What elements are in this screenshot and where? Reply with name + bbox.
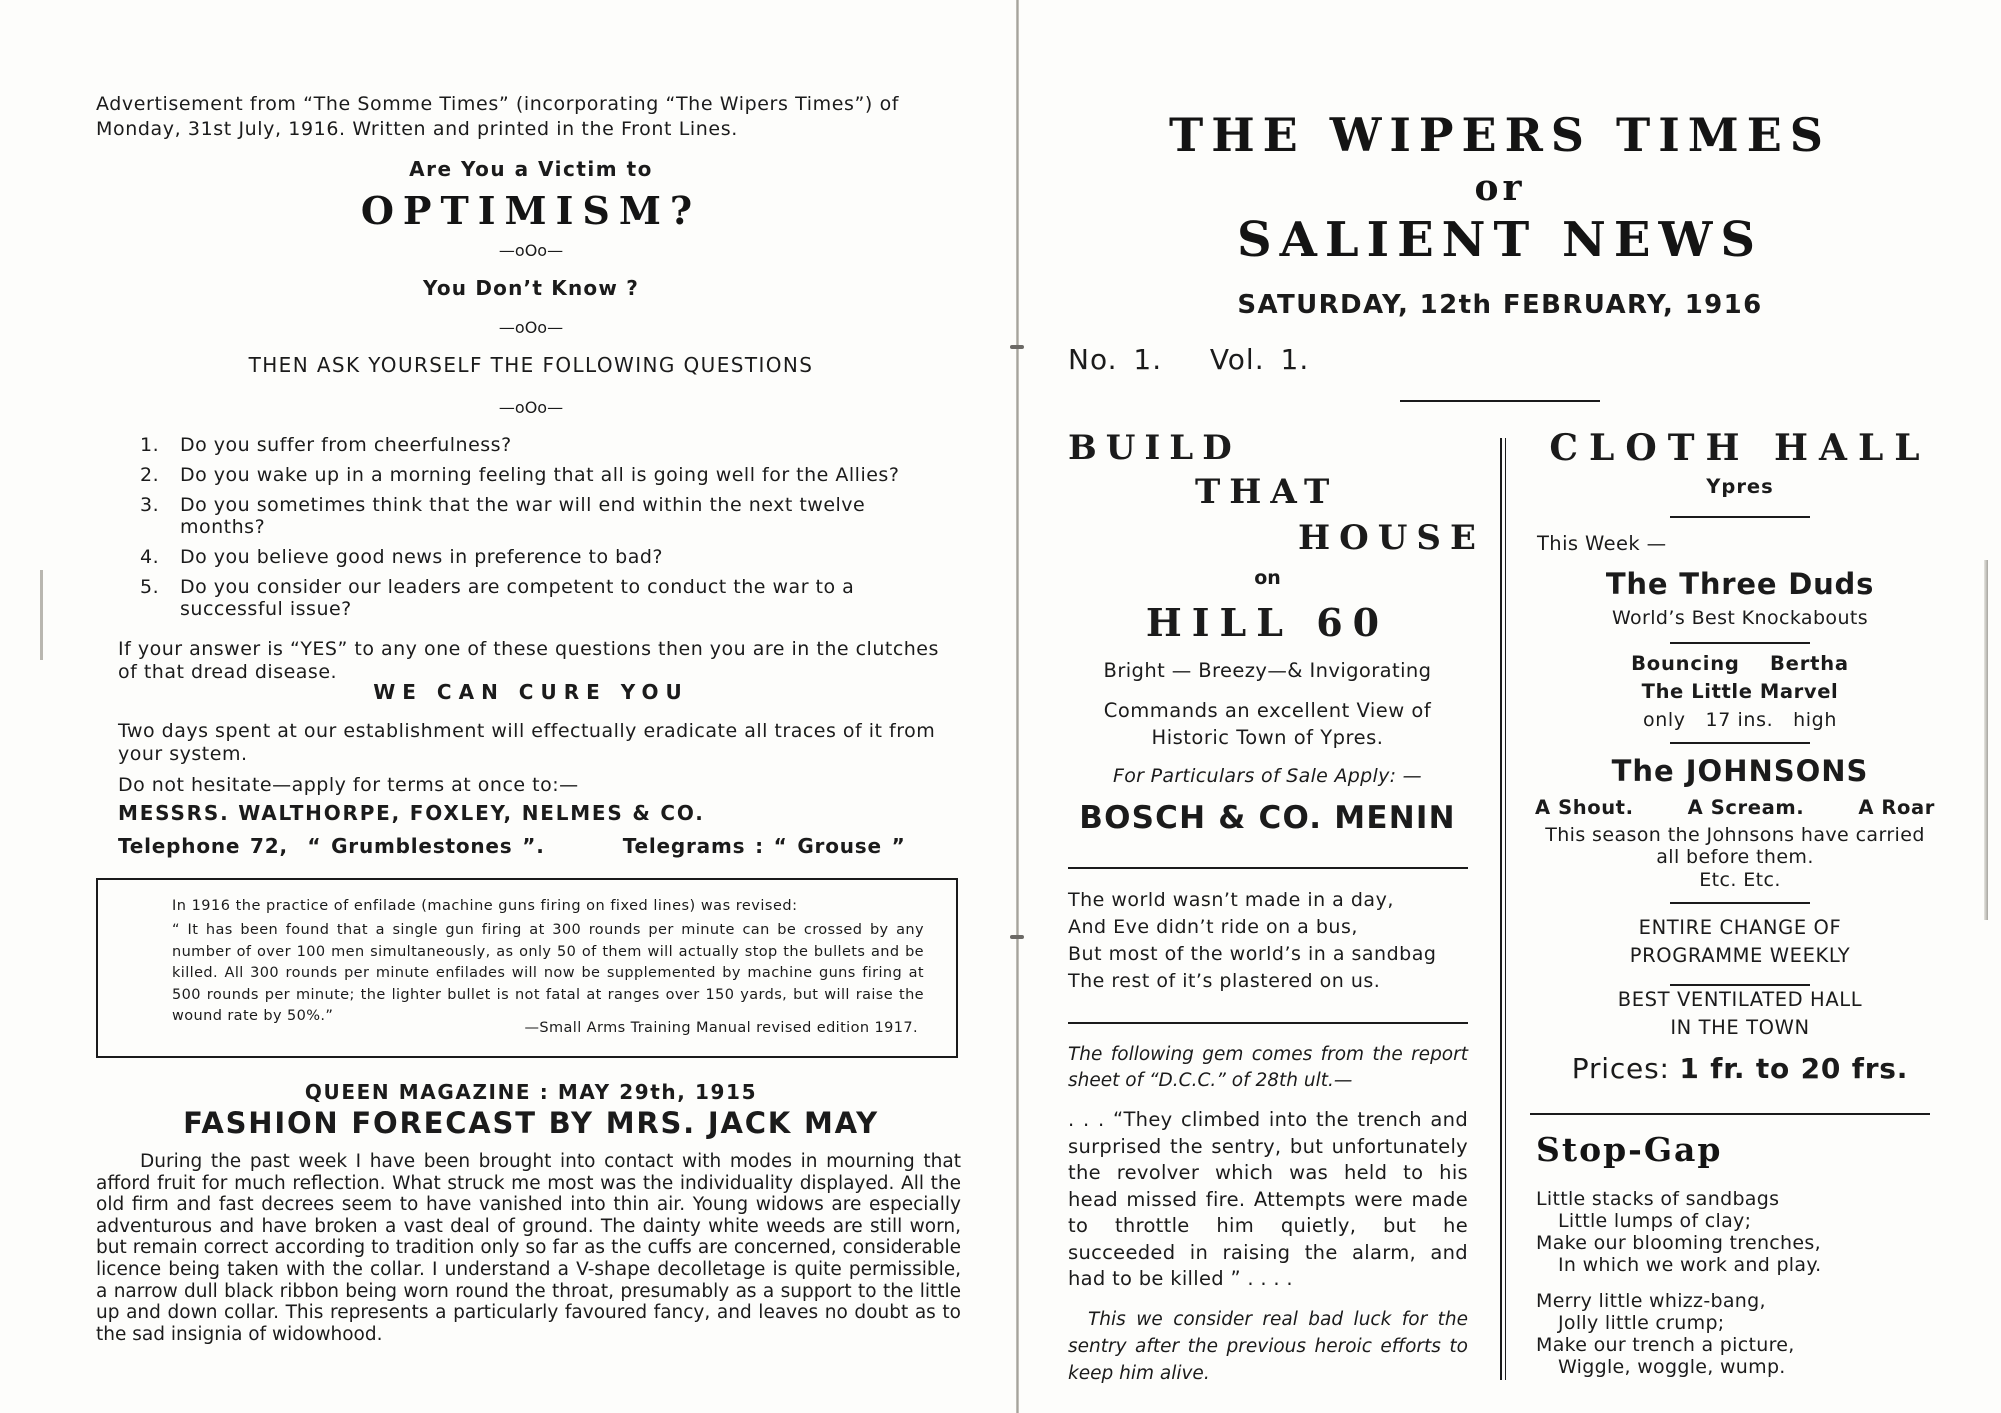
ooo-divider: —oOo—	[498, 318, 564, 337]
divider	[1068, 1022, 1468, 1024]
victim-heading: Are You a Victim to	[409, 157, 653, 181]
divider	[1400, 400, 1600, 402]
that-heading: THAT	[1195, 472, 1339, 512]
advertisement-intro: Advertisement from “The Somme Times” (incorporating “The Wipers Times”) of Monday, 31st July, 1916. Written and printed in the Front Lines.	[96, 93, 900, 140]
divider	[1670, 902, 1810, 904]
world-poem	[1068, 887, 1468, 995]
fashion-body: During the past week I have been brought into contact with modes in mourning that afford fruit for much reflection. What struck me most was the individuality displayed. All the old firm and fast decrees seem to have vanished into thin air. Young widows are especially adventurous and have broken a vast deal of ground. The dainty white weeds are still worn, but remain correct according to tradition only so far as the cuffs are concerned, considerable licence being taken with the collar. I understand a V-shape decolletage is quite permissible, a narrow dull black ribbon being worn round the throat, presumably as a support to the little up and down collar. This represents a particularly favoured fancy, and leaves no doubt as to the sad insignia of widowhood.	[96, 1151, 961, 1345]
stop-gap-heading: Stop-Gap	[1536, 1130, 1723, 1169]
gem-intro: The following gem comes from the report sheet of “D.C.C.” of 28th ult.—	[1068, 1044, 1468, 1091]
prices-line: Prices: 1 fr. to 20 frs.	[1571, 1052, 1909, 1085]
divider	[1530, 1113, 1930, 1115]
stop-gap-stanza	[1536, 1188, 1936, 1276]
this-season-text: This season the Johnsons have carried all before them.	[1545, 824, 1925, 868]
poem-line: The rest of it’s plastered on us.	[1068, 970, 1381, 992]
ventilation-notice: BEST VENTILATED HALL IN THE TOWN	[1617, 988, 1863, 1039]
yes-paragraph: If your answer is “YES” to any one of these questions then you are in the clutches of that dread disease.	[118, 638, 939, 683]
johnsons-heading: The JOHNSONS	[1611, 754, 1869, 788]
bright-tagline: Bright — Breezy—& Invigorating	[1103, 659, 1432, 682]
two-days-paragraph: Two days spent at our establishment will effectually eradicate all traces of it from your system.	[118, 720, 936, 765]
poem-line: Merry little whizz-bang,	[1536, 1290, 1766, 1312]
ypres-subheading: Ypres	[1706, 475, 1774, 498]
divider	[1068, 867, 1468, 869]
questions-list	[140, 434, 930, 628]
commands-text: Commands an excellent View of Historic Town of Ypres.	[1103, 699, 1432, 749]
book-spine	[1016, 0, 1019, 1413]
firm-name: MESSRS. WALTHORPE, FOXLEY, NELMES & CO.	[118, 801, 705, 825]
poem-line: In which we work and play.	[1558, 1254, 1822, 1276]
enfilade-intro: In 1916 the practice of enfilade (machine guns firing on fixed lines) was revised:	[172, 898, 798, 914]
poem-line: Jolly little crump;	[1558, 1312, 1725, 1334]
telephone-text: Telephone 72, “ Grumblestones ”.	[118, 834, 545, 858]
on-text: on	[1254, 567, 1281, 589]
knockabouts-text: World’s Best Knockabouts	[1611, 607, 1869, 629]
poem-line: But most of the world’s in a sandbag	[1068, 943, 1437, 965]
issue-no: No. 1.	[1068, 343, 1163, 376]
cloth-hall-heading: CLOTH HALL	[1549, 427, 1931, 469]
this-week-label: This Week —	[1537, 532, 1667, 555]
divider	[1670, 742, 1810, 744]
question-item: 2. Do you wake up in a morning feeling that all is going well for the Allies?	[140, 464, 900, 486]
telegrams-text: Telegrams : “ Grouse ”	[622, 834, 906, 858]
stop-gap-stanza	[1536, 1290, 1936, 1378]
bouncing-bertha: Bouncing Bertha	[1631, 652, 1849, 675]
ooo-divider: —oOo—	[498, 241, 564, 260]
column-divider	[1505, 438, 1506, 1380]
little-marvel: The Little Marvel	[1641, 680, 1839, 703]
enfilade-quote: “ It has been found that a single gun firing at 300 rounds per minute can be crossed by any number of over 100 men simultaneously, as only 50 of them will actually stop the bullets and be killed. All 300 rounds per minute enfilades will now be supplemented by machine guns firing at 500 rounds per minute; the lighter bullet is not fatal at ranges over 150 yards, but will raise the wound rate by 50%.”	[172, 922, 924, 1024]
staple	[1010, 935, 1024, 939]
queen-magazine-heading: QUEEN MAGAZINE : MAY 29th, 1915	[304, 1080, 758, 1104]
hill-60-heading: HILL 60	[1145, 600, 1390, 645]
question-item: 3. Do you sometimes think that the war will end within the next twelve months?	[140, 494, 866, 538]
particulars-text: For Particulars of Sale Apply: —	[1113, 765, 1422, 787]
page-edge	[1984, 560, 1988, 920]
enfilade-box	[96, 878, 958, 1058]
contact-line	[118, 834, 948, 858]
bosch-heading: BOSCH & CO. MENIN	[1079, 800, 1456, 836]
masthead-title: THE WIPERS TIMES	[1168, 108, 1831, 162]
divider	[1670, 516, 1810, 518]
fashion-title: FASHION FORECAST BY MRS. JACK MAY	[183, 1106, 879, 1140]
hesitate-line: Do not hesitate—apply for terms at once to:—	[118, 774, 579, 796]
ooo-divider: —oOo—	[498, 398, 564, 417]
enfilade-source: —Small Arms Training Manual revised edition 1917.	[524, 1020, 918, 1036]
issue-number	[1068, 343, 1309, 376]
masthead-subtitle: SALIENT NEWS	[1236, 212, 1764, 268]
build-heading: BUILD	[1068, 428, 1241, 468]
poem-line: Make our blooming trenches,	[1536, 1232, 1821, 1254]
page-edge	[40, 570, 43, 660]
gem-quote: . . . “They climbed into the trench and surprised the sentry, but unfortunately the revolver which was held to his head missed fire. Attempts were made to throttle him quietly, but he succeeded in raising the alarm, and had to be killed ” . . . .	[1068, 1108, 1468, 1290]
height-text: only 17 ins. high	[1643, 709, 1837, 731]
question-item: 4. Do you believe good news in preference to bad?	[140, 546, 663, 568]
johnsons-acts: A Shout. A Scream. A Roar	[1535, 796, 1935, 819]
staple	[1010, 345, 1024, 349]
optimism-heading: OPTIMISM?	[360, 188, 702, 233]
dont-know-heading: You Don’t Know ?	[422, 276, 639, 300]
poem-line: Make our trench a picture,	[1536, 1334, 1795, 1356]
gem-comment: This we consider real bad luck for the sentry after the previous heroic efforts to keep him alive.	[1068, 1309, 1468, 1384]
issue-vol: Vol. 1.	[1209, 343, 1310, 376]
question-item: 5. Do you consider our leaders are competent to conduct the war to a successful issue?	[140, 576, 855, 620]
poem-line: Little lumps of clay;	[1558, 1210, 1752, 1232]
house-heading: HOUSE	[1298, 518, 1485, 558]
issue-date: SATURDAY, 12th FEBRUARY, 1916	[1237, 290, 1763, 320]
cure-heading: WE CAN CURE YOU	[373, 680, 689, 704]
question-item: 1. Do you suffer from cheerfulness?	[140, 434, 512, 456]
masthead-or: or	[1474, 167, 1526, 209]
poem-line: And Eve didn’t ride on a bus,	[1068, 916, 1358, 938]
three-duds-heading: The Three Duds	[1605, 567, 1875, 601]
programme-notice: ENTIRE CHANGE OF PROGRAMME WEEKLY	[1629, 916, 1851, 967]
questions-heading: THEN ASK YOURSELF THE FOLLOWING QUESTIONS	[248, 353, 814, 377]
etc-text: Etc. Etc.	[1699, 869, 1781, 891]
poem-line: The world wasn’t made in a day,	[1068, 889, 1394, 911]
column-divider	[1500, 438, 1502, 1380]
poem-line: Wiggle, woggle, wump.	[1558, 1356, 1786, 1378]
poem-line: Little stacks of sandbags	[1536, 1188, 1780, 1210]
divider	[1670, 642, 1810, 644]
